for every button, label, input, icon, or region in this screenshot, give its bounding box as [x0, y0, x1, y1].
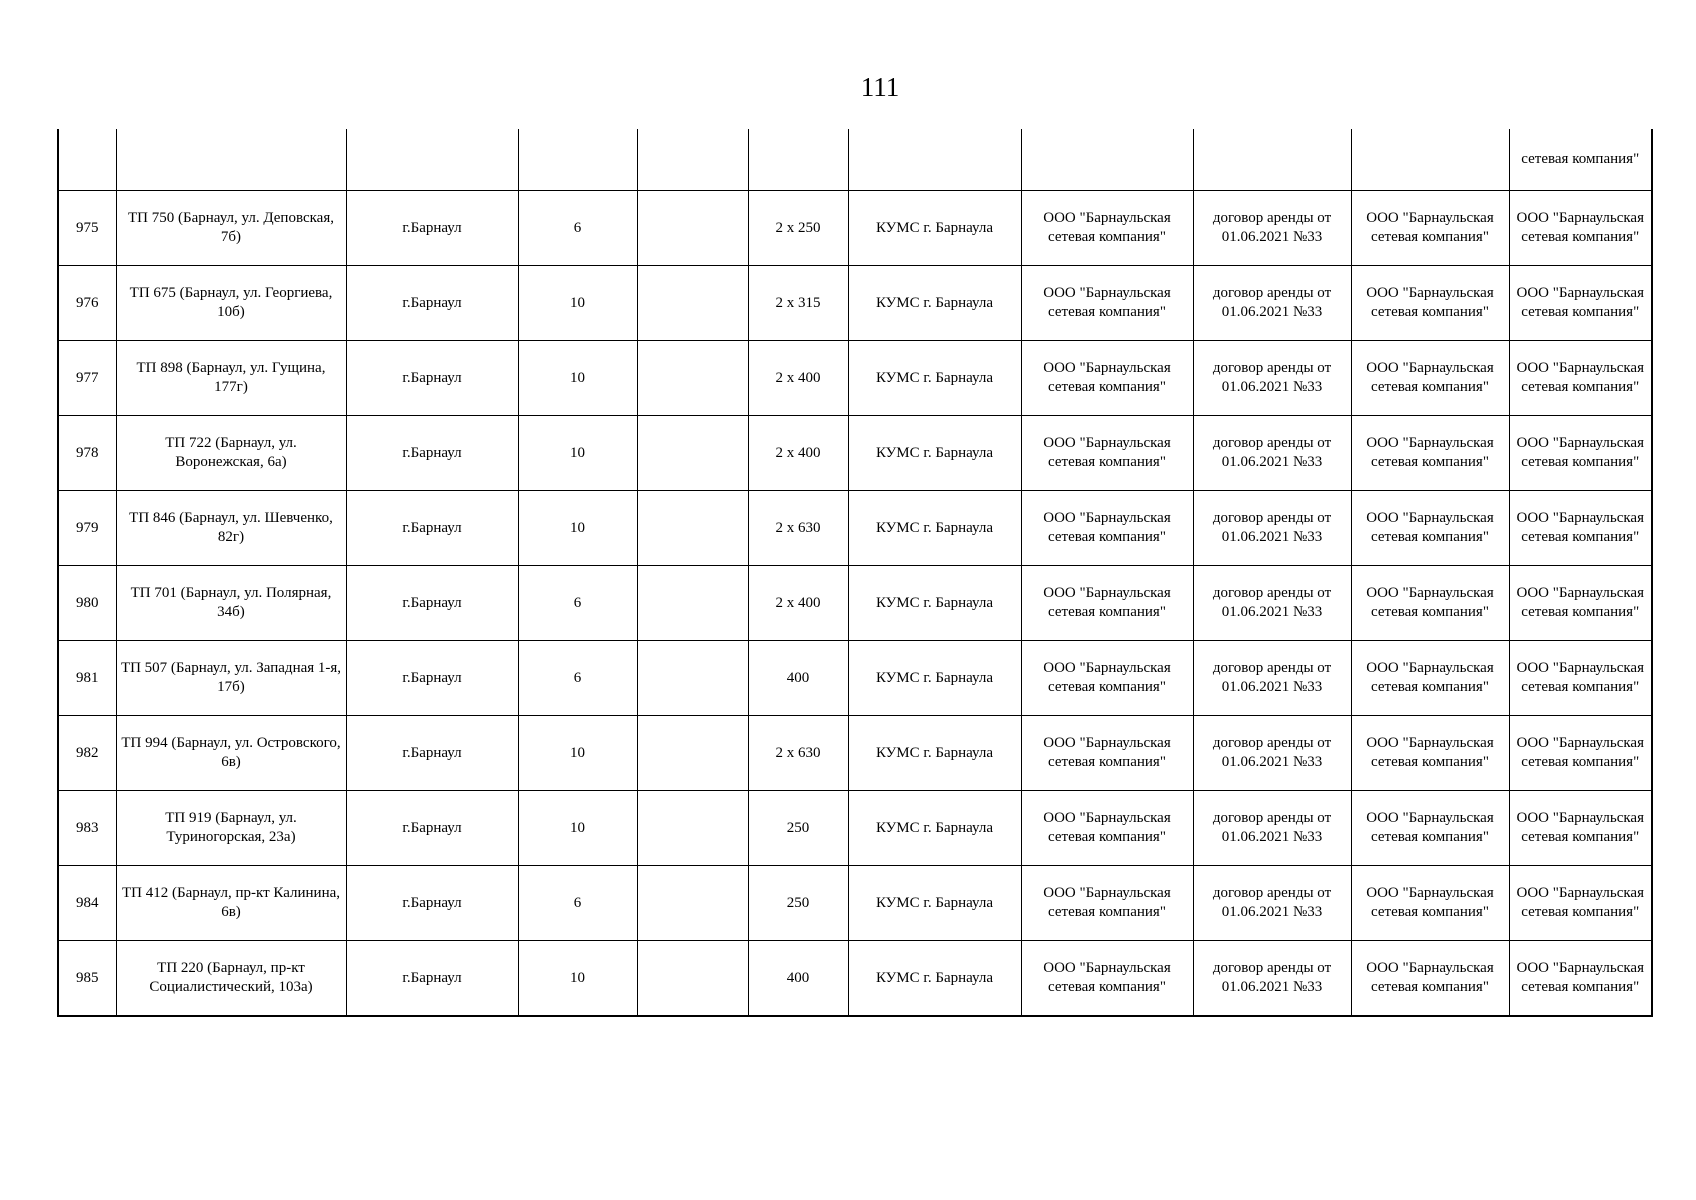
cell-operator: ООО "Барнаульская сетевая компания"	[1351, 341, 1509, 416]
cell-empty	[637, 791, 748, 866]
cell-basis	[1193, 129, 1351, 191]
cell-power: 2 х 400	[748, 566, 848, 641]
cell-operator2: ООО "Барнаульская сетевая компания"	[1509, 341, 1652, 416]
cell-name: ТП 412 (Барнаул, пр-кт Калинина, 6в)	[116, 866, 346, 941]
cell-empty	[637, 191, 748, 266]
cell-basis: договор аренды от 01.06.2021 №33	[1193, 341, 1351, 416]
cell-owner: КУМС г. Барнаула	[848, 941, 1021, 1017]
cell-power: 2 х 400	[748, 416, 848, 491]
cell-voltage: 10	[518, 416, 637, 491]
cell-owner: КУМС г. Барнаула	[848, 716, 1021, 791]
cell-basis: договор аренды от 01.06.2021 №33	[1193, 641, 1351, 716]
table-row	[58, 716, 1652, 791]
cell-voltage: 10	[518, 716, 637, 791]
cell-num: 977	[58, 341, 116, 416]
table-row	[58, 341, 1652, 416]
cell-voltage: 6	[518, 641, 637, 716]
cell-operator: ООО "Барнаульская сетевая компания"	[1351, 566, 1509, 641]
cell-num: 981	[58, 641, 116, 716]
cell-name: ТП 701 (Барнаул, ул. Полярная, 34б)	[116, 566, 346, 641]
cell-holder: ООО "Барнаульская сетевая компания"	[1021, 791, 1193, 866]
cell-city: г.Барнаул	[346, 266, 518, 341]
cell-basis: договор аренды от 01.06.2021 №33	[1193, 941, 1351, 1017]
table-row	[58, 266, 1652, 341]
cell-empty	[637, 266, 748, 341]
cell-power: 2 х 250	[748, 191, 848, 266]
cell-holder: ООО "Барнаульская сетевая компания"	[1021, 191, 1193, 266]
cell-power: 2 х 315	[748, 266, 848, 341]
cell-name	[116, 129, 346, 191]
cell-name: ТП 898 (Барнаул, ул. Гущина, 177г)	[116, 341, 346, 416]
cell-operator: ООО "Барнаульская сетевая компания"	[1351, 266, 1509, 341]
cell-power: 2 х 630	[748, 716, 848, 791]
cell-owner: КУМС г. Барнаула	[848, 866, 1021, 941]
cell-operator2: ООО "Барнаульская сетевая компания"	[1509, 266, 1652, 341]
cell-voltage	[518, 129, 637, 191]
cell-basis: договор аренды от 01.06.2021 №33	[1193, 866, 1351, 941]
cell-operator: ООО "Барнаульская сетевая компания"	[1351, 191, 1509, 266]
cell-holder: ООО "Барнаульская сетевая компания"	[1021, 266, 1193, 341]
cell-num: 975	[58, 191, 116, 266]
table-row	[58, 941, 1652, 1017]
cell-name: ТП 750 (Барнаул, ул. Деповская, 7б)	[116, 191, 346, 266]
cell-operator: ООО "Барнаульская сетевая компания"	[1351, 791, 1509, 866]
cell-holder: ООО "Барнаульская сетевая компания"	[1021, 416, 1193, 491]
cell-num: 984	[58, 866, 116, 941]
cell-power: 2 х 630	[748, 491, 848, 566]
cell-empty	[637, 416, 748, 491]
page-number: 111	[860, 72, 900, 102]
cell-num: 982	[58, 716, 116, 791]
cell-empty	[637, 716, 748, 791]
cell-num: 976	[58, 266, 116, 341]
cell-operator2: ООО "Барнаульская сетевая компания"	[1509, 941, 1652, 1017]
cell-num: 978	[58, 416, 116, 491]
cell-holder: ООО "Барнаульская сетевая компания"	[1021, 341, 1193, 416]
cell-num: 979	[58, 491, 116, 566]
cell-city: г.Барнаул	[346, 416, 518, 491]
cell-operator2: ООО "Барнаульская сетевая компания"	[1509, 716, 1652, 791]
cell-operator: ООО "Барнаульская сетевая компания"	[1351, 641, 1509, 716]
cell-operator: ООО "Барнаульская сетевая компания"	[1351, 491, 1509, 566]
cell-name: ТП 507 (Барнаул, ул. Западная 1-я, 17б)	[116, 641, 346, 716]
cell-empty	[637, 866, 748, 941]
cell-power: 400	[748, 641, 848, 716]
cell-empty	[637, 129, 748, 191]
cell-name: ТП 722 (Барнаул, ул. Воронежская, 6а)	[116, 416, 346, 491]
table-row	[58, 416, 1652, 491]
cell-voltage: 10	[518, 791, 637, 866]
cell-city: г.Барнаул	[346, 191, 518, 266]
table-row	[58, 491, 1652, 566]
cell-operator: ООО "Барнаульская сетевая компания"	[1351, 416, 1509, 491]
cell-operator2: ООО "Барнаульская сетевая компания"	[1509, 641, 1652, 716]
cell-name: ТП 846 (Барнаул, ул. Шевченко, 82г)	[116, 491, 346, 566]
cell-operator: ООО "Барнаульская сетевая компания"	[1351, 716, 1509, 791]
cell-voltage: 6	[518, 866, 637, 941]
cell-operator2: ООО "Барнаульская сетевая компания"	[1509, 491, 1652, 566]
cell-voltage: 6	[518, 566, 637, 641]
cell-voltage: 10	[518, 341, 637, 416]
cell-operator: ООО "Барнаульская сетевая компания"	[1351, 941, 1509, 1017]
cell-voltage: 6	[518, 191, 637, 266]
cell-empty	[637, 491, 748, 566]
cell-power	[748, 129, 848, 191]
cell-owner: КУМС г. Барнаула	[848, 341, 1021, 416]
cell-owner: КУМС г. Барнаула	[848, 266, 1021, 341]
registry-table	[57, 129, 1653, 1017]
table-row	[58, 191, 1652, 266]
cell-power: 400	[748, 941, 848, 1017]
cell-city: г.Барнаул	[346, 341, 518, 416]
cell-city: г.Барнаул	[346, 866, 518, 941]
cell-owner: КУМС г. Барнаула	[848, 791, 1021, 866]
cell-empty	[637, 566, 748, 641]
cell-operator2: ООО "Барнаульская сетевая компания"	[1509, 866, 1652, 941]
cell-power: 250	[748, 866, 848, 941]
cell-empty	[637, 941, 748, 1017]
cell-empty	[637, 641, 748, 716]
cell-basis: договор аренды от 01.06.2021 №33	[1193, 791, 1351, 866]
cell-operator2: ООО "Барнаульская сетевая компания"	[1509, 791, 1652, 866]
table-row	[58, 641, 1652, 716]
cell-owner	[848, 129, 1021, 191]
cell-empty	[637, 341, 748, 416]
cell-basis: договор аренды от 01.06.2021 №33	[1193, 566, 1351, 641]
cell-city: г.Барнаул	[346, 641, 518, 716]
cell-basis: договор аренды от 01.06.2021 №33	[1193, 491, 1351, 566]
cell-num: 980	[58, 566, 116, 641]
cell-owner: КУМС г. Барнаула	[848, 566, 1021, 641]
cell-operator2: ООО "Барнаульская сетевая компания"	[1509, 191, 1652, 266]
cell-owner: КУМС г. Барнаула	[848, 641, 1021, 716]
cell-holder: ООО "Барнаульская сетевая компания"	[1021, 491, 1193, 566]
cell-city: г.Барнаул	[346, 716, 518, 791]
cell-name: ТП 919 (Барнаул, ул. Туриногорская, 23а)	[116, 791, 346, 866]
cell-basis: договор аренды от 01.06.2021 №33	[1193, 416, 1351, 491]
cell-owner: КУМС г. Барнаула	[848, 191, 1021, 266]
table-row-continuation	[58, 129, 1652, 191]
table-row	[58, 866, 1652, 941]
cell-city: г.Барнаул	[346, 791, 518, 866]
cell-voltage: 10	[518, 941, 637, 1017]
cell-holder: ООО "Барнаульская сетевая компания"	[1021, 941, 1193, 1017]
cell-city: г.Барнаул	[346, 566, 518, 641]
cell-num: 983	[58, 791, 116, 866]
cell-city: г.Барнаул	[346, 941, 518, 1017]
cell-num	[58, 129, 116, 191]
table-row	[58, 791, 1652, 866]
cell-holder	[1021, 129, 1193, 191]
cell-holder: ООО "Барнаульская сетевая компания"	[1021, 716, 1193, 791]
cell-owner: КУМС г. Барнаула	[848, 491, 1021, 566]
cell-operator: ООО "Барнаульская сетевая компания"	[1351, 866, 1509, 941]
cell-operator	[1351, 129, 1509, 191]
cell-num: 985	[58, 941, 116, 1017]
cell-basis: договор аренды от 01.06.2021 №33	[1193, 191, 1351, 266]
cell-holder: ООО "Барнаульская сетевая компания"	[1021, 566, 1193, 641]
cell-operator2: ООО "Барнаульская сетевая компания"	[1509, 566, 1652, 641]
cell-operator2: сетевая компания"	[1509, 129, 1652, 191]
cell-holder: ООО "Барнаульская сетевая компания"	[1021, 866, 1193, 941]
cell-name: ТП 994 (Барнаул, ул. Островского, 6в)	[116, 716, 346, 791]
cell-name: ТП 220 (Барнаул, пр-кт Социалистический, 103а)	[116, 941, 346, 1017]
cell-basis: договор аренды от 01.06.2021 №33	[1193, 266, 1351, 341]
cell-voltage: 10	[518, 266, 637, 341]
cell-voltage: 10	[518, 491, 637, 566]
cell-city: г.Барнаул	[346, 491, 518, 566]
cell-basis: договор аренды от 01.06.2021 №33	[1193, 716, 1351, 791]
cell-operator2: ООО "Барнаульская сетевая компания"	[1509, 416, 1652, 491]
cell-city	[346, 129, 518, 191]
cell-power: 250	[748, 791, 848, 866]
cell-holder: ООО "Барнаульская сетевая компания"	[1021, 641, 1193, 716]
cell-owner: КУМС г. Барнаула	[848, 416, 1021, 491]
table-row	[58, 566, 1652, 641]
cell-name: ТП 675 (Барнаул, ул. Георгиева, 10б)	[116, 266, 346, 341]
cell-power: 2 х 400	[748, 341, 848, 416]
